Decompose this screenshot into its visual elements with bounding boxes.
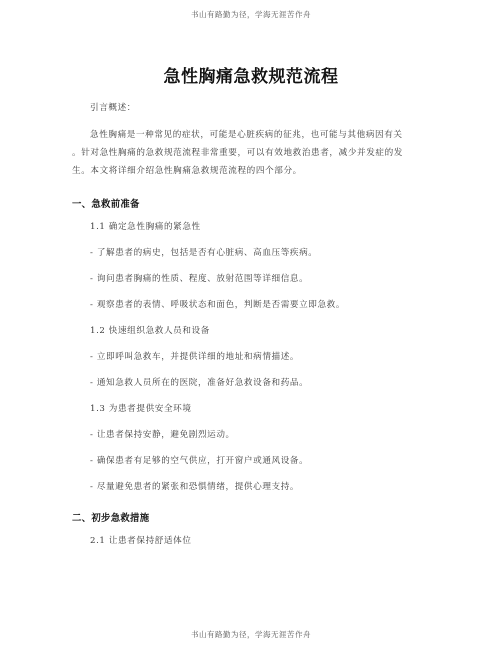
list-item: - 了解患者的病史，包括是否有心脏病、高血压等疾病。 <box>90 248 318 258</box>
intro-line-1: 急性胸痛是一种常见的症状，可能是心脏疾病的征兆，也可能与其他病因有关 <box>90 130 403 140</box>
intro-line-3: 生。本文将详细介绍急性胸痛急救规范流程的四个部分。 <box>72 166 302 176</box>
section-1-heading: 一、急救前准备 <box>72 199 140 210</box>
list-item: - 让患者保持安静，避免剧烈运动。 <box>90 430 235 440</box>
intro-line-2: 。针对急性胸痛的急救规范流程非常重要，可以有效地救治患者，减少并发症的发 <box>72 148 403 158</box>
subsection-1-3-title: 1.3 为患者提供安全环境 <box>90 404 192 414</box>
intro-label: 引言概述： <box>90 103 136 113</box>
list-item: - 确保患者有足够的空气供应，打开窗户或通风设备。 <box>90 456 309 466</box>
list-item: - 尽量避免患者的紧张和恐惧情绪，提供心理支持。 <box>90 482 300 492</box>
list-item: - 观察患者的表情、呼吸状态和面色，判断是否需要立即急救。 <box>90 300 346 310</box>
document-title: 急性胸痛急救规范流程 <box>163 67 339 87</box>
list-item: - 立即呼叫急救车，并提供详细的地址和病情描述。 <box>90 352 300 362</box>
list-item: - 通知急救人员所在的医院，准备好急救设备和药品。 <box>90 378 309 388</box>
running-header: 书山有路勤为径，学海无涯苦作舟 <box>191 10 311 19</box>
list-item: - 询问患者胸痛的性质、程度、放射范围等详细信息。 <box>90 274 309 284</box>
subsection-1-1-title: 1.1 确定急性胸痛的紧急性 <box>90 222 201 232</box>
running-footer: 书山有路勤为径，学海无涯苦作舟 <box>191 630 311 639</box>
section-2-heading: 二、初步急救措施 <box>72 513 150 524</box>
subsection-2-1-title: 2.1 让患者保持舒适体位 <box>90 536 192 546</box>
subsection-1-2-title: 1.2 快速组织急救人员和设备 <box>90 326 210 336</box>
